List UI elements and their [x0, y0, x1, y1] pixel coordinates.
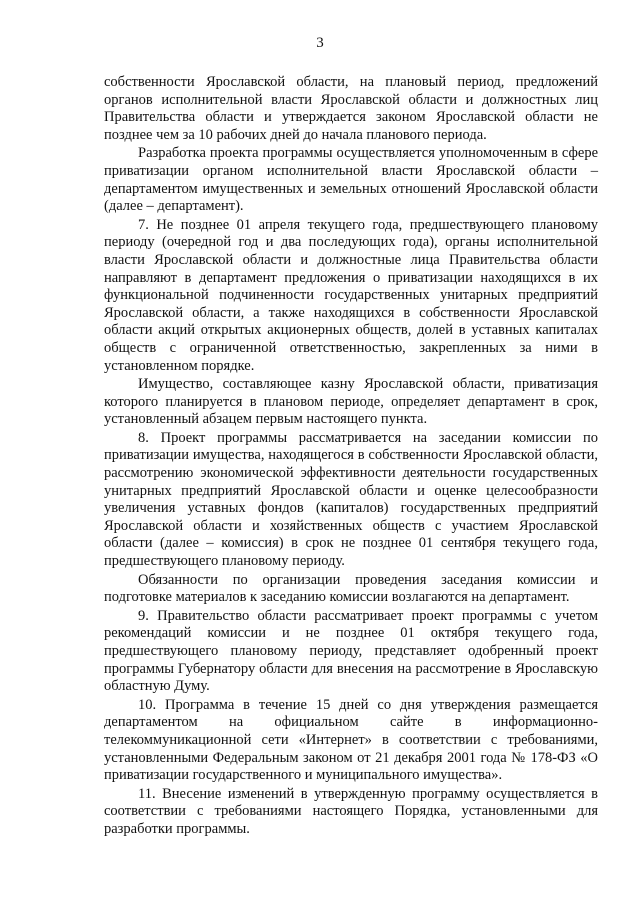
paragraph-program-development: Разработка проекта программы осуществляется уполномоченным в сфере приватизации органом исполнительной власти Ярославской области – департаментом имущественных и земельных отношений Ярославской области (далее – департамент). [104, 145, 598, 215]
paragraph-commission-duties: Обязанности по организации проведения заседания комиссии и подготовке материалов к заседанию комиссии возлагаются на департамент. [104, 571, 598, 606]
paragraph-treasury-property: Имущество, составляющее казну Ярославской области, приватизация которого планируется в плановом периоде, определяет департамент в срок, установленный абзацем первым настоящего пункта. [104, 376, 598, 428]
paragraph-item-10: 10. Программа в течение 15 дней со дня утверждения размещается департаментом на официальном сайте в информационно-телекоммуникационной сети «Интернет» в соответствии с требованиями, установленными Федеральным законом от 21 декабря 2001 года № 178-ФЗ «О приватизации государственного и муниципального имущества». [104, 696, 598, 784]
page-number: 3 [316, 35, 324, 51]
paragraph-item-7: 7. Не позднее 01 апреля текущего года, предшествующего плановому периоду (очередной год и два последующих года), органы исполнительной власти Ярославской области и должностные лица Правительства области направляют в департамент предложения о приватизации находящихся в их функциональной подчиненности государственных унитарных предприятий Ярославской области, а также находящихся в собственности Ярославской области акций открытых акционерных обществ, долей в уставных капиталах обществ с ограниченной ответственностью, закрепленных за ними в установленном порядке. [104, 216, 598, 374]
document-body [104, 74, 598, 840]
paragraph-item-11: 11. Внесение изменений в утвержденную программу осуществляется в соответствии с требованиями настоящего Порядка, установленными для разработки программы. [104, 785, 598, 837]
paragraph-item-8: 8. Проект программы рассматривается на заседании комиссии по приватизации имущества, находящегося в собственности Ярославской области, рассмотрению экономической эффективности деятельности государственных унитарных предприятий Ярославской области и оценке целесообразности увеличения уставных фондов (капиталов) государственных предприятий Ярославской области и хозяйственных обществ с участием Ярославской области (далее – комиссия) в срок не позднее 01 сентября текущего года, предшествующего плановому периоду. [104, 429, 598, 570]
paragraph-item-9: 9. Правительство области рассматривает проект программы с учетом рекомендаций комиссии и не позднее 01 октября текущего года, предшествующего плановому периоду, представляет одобренный проект программы Губернатору области для внесения на рассмотрение в Ярославскую областную Думу. [104, 607, 598, 695]
paragraph-continuation: собственности Ярославской области, на плановый период, предложений органов исполнительной власти Ярославской области и должностных лиц Правительства области и утверждается законом Ярославской области не позднее чем за 10 рабочих дней до начала планового периода. [104, 74, 598, 143]
